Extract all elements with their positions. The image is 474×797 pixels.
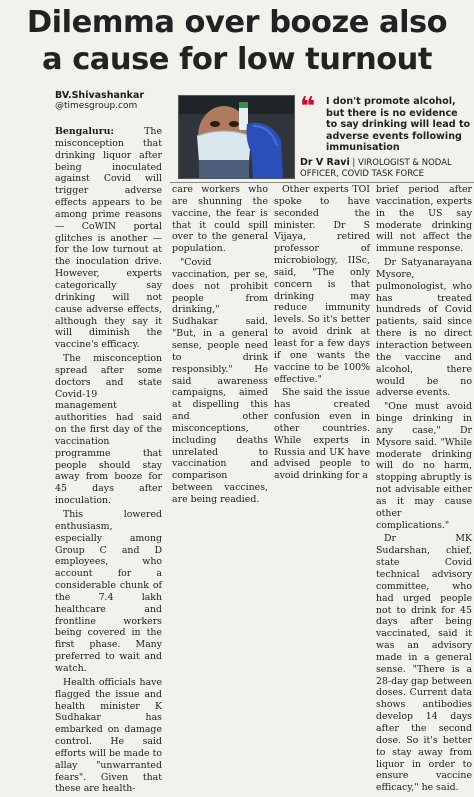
headline-line-2: a cause for low turnout	[42, 42, 432, 77]
paragraph	[55, 126, 162, 351]
quote-attribution-role: VIROLOGIST & NODAL OFFICER, COVID TASK FORCE	[300, 157, 452, 179]
paragraph: brief period after vaccination, experts in the US say moderate drinking will not affect the immune response.	[376, 184, 472, 255]
paragraph: care workers who are shunning the vaccine, the fear is that it could spill over to the general population.	[172, 184, 268, 255]
paragraph: She said the issue has created confusion even in other countries. While experts in Russia and UK have advised people to avoid drinking for a	[274, 387, 370, 482]
paragraph: Other experts TOI spoke to have seconded the minister. Dr S Vijaya, retired professor of microbiology, IISc, said, "The only concern is that drinking may reduce immunity levels. So it's better to avoid drink at least for a few days if one wants the vaccine to be 100% effective."	[274, 184, 370, 385]
dateline: Bengaluru:	[55, 126, 114, 137]
paragraph: "Covid vaccination, per se, does not prohibit people from drinking," Sudhakar said. "But, in a general sense, people need to drink responsibly." He said awareness campaigns, aimed at dispelling this and other misconceptions, including deaths unrelated to vaccination and comparison between vaccines, are being readied.	[172, 257, 268, 505]
headline-line-1: Dilemma over booze also	[26, 5, 448, 40]
article-column-1	[55, 126, 162, 797]
quote-mark-icon: ❝	[300, 92, 316, 122]
paragraph: Dr MK Sudarshan, chief, state Covid technical advisory committee, who had urged people not to drink for 45 days after being vaccinated, said it was an advisory made in a general sense. "There is a 28-day gap between doses. Current data shows antibodies develop 14 days after the second dose. So it's better to stay away from liquor in order to ensure vaccine efficacy," he said.	[376, 533, 473, 794]
paragraph-text: The misconception that drinking liquor after being inoculated against Covid will trigger adverse effects appears to be among prime reasons — CoWIN portal glitches is another — for the low turnout at the inoculation drive. However, experts categorically say drinking will not cause adverse effects, although they say it will diminish the vaccine's efficacy.	[55, 126, 162, 351]
quote-text: I don't promote alcohol, but there is no evidence to say drinking will lead to adverse events following immunisation	[326, 96, 471, 154]
byline-email: @timesgroup.com	[55, 101, 138, 111]
quote-attribution: Dr V Ravi | VIROLOGIST & NODAL OFFICER, COVID TASK FORCE	[300, 156, 452, 179]
quote-attribution-name: Dr V Ravi	[300, 156, 350, 168]
paragraph: "One must avoid binge drinking in any case," Dr Mysore said. "While moderate drinking will do no harm, stopping abruptly is not advisable either as it may cause other complications."	[376, 401, 472, 531]
article-column-3	[376, 184, 472, 796]
paragraph: Health officials have flagged the issue and health minister K Sudhakar has embarked on damage control. He said efforts will be made to allay "unwarranted fears". Given that these are health-	[55, 676, 162, 795]
article-column-2b	[274, 184, 370, 484]
paragraph: This lowered enthusiasm, especially among Group C and D employees, who account for a considerable chunk of the 7.4 lakh healthcare and frontline workers being covered in the first phase. Many preferred to wait and watch.	[55, 509, 162, 674]
paragraph: The misconception spread after some doctors and state Covid-19 management authorities had said on the first day of the vaccination programme that people should stay away from booze for 45 days after inoculation.	[55, 353, 162, 507]
article-column-2	[172, 184, 268, 508]
byline-name: BV.Shivashankar	[55, 90, 145, 101]
paragraph: Dr Satyanarayana Mysore, pulmonologist, who has treated hundreds of Covid patients, said since there is no direct interaction between the vaccine and alcohol, there would be no adverse events.	[376, 257, 472, 399]
